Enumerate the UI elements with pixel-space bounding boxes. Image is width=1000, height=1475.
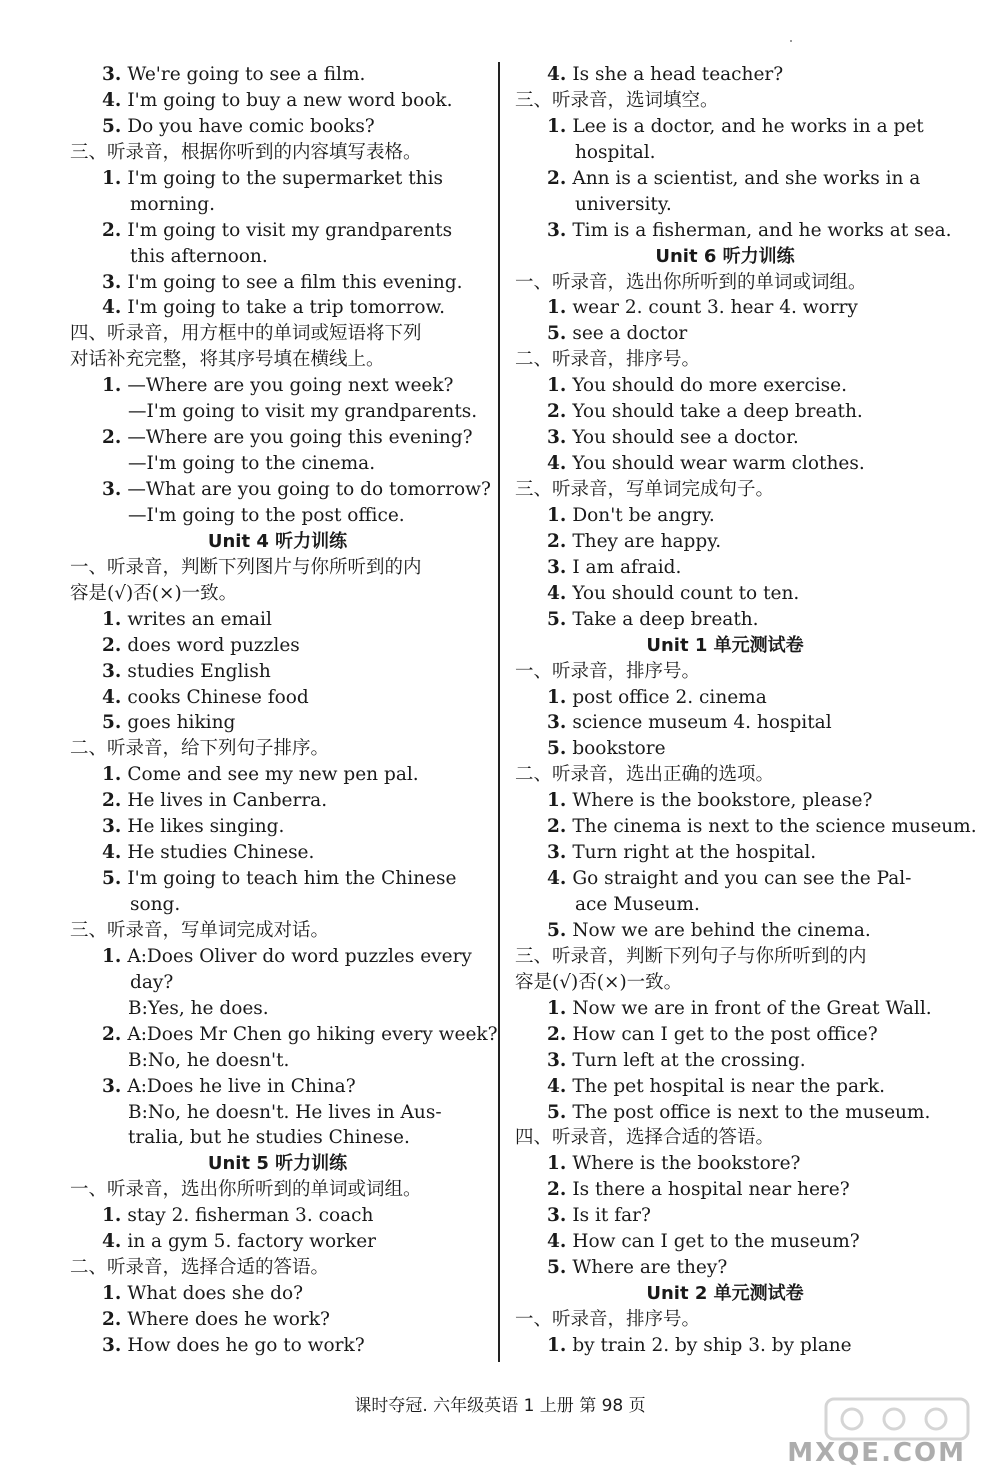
scan-speck	[790, 40, 792, 42]
line-text: Unit 5 听力训练	[207, 1153, 348, 1175]
item-number: 3.	[547, 219, 567, 241]
line-text: university.	[575, 193, 672, 215]
item-number: 2.	[547, 530, 567, 552]
answer-line	[70, 373, 485, 399]
answer-line	[70, 166, 485, 192]
item-number: 4.	[102, 842, 122, 864]
line-text: Tim is a fisherman, and he works at sea.	[572, 219, 952, 241]
line-text: —I'm going to the cinema.	[128, 453, 376, 475]
line-text: wear 2. count 3. hear 4. worry	[572, 297, 858, 319]
line-text: —I'm going to visit my grandparents.	[128, 401, 478, 423]
unit-heading	[70, 1151, 485, 1177]
item-number: 2.	[102, 790, 122, 812]
line-text: He studies Chinese.	[127, 842, 315, 864]
item-number: 1.	[102, 375, 122, 397]
line-text: 二、听录音，选择合适的答语。	[70, 1257, 330, 1279]
line-text: The post office is next to the museum.	[572, 1101, 931, 1123]
answer-line	[70, 270, 485, 296]
item-number: 2.	[547, 1179, 567, 1201]
unit-heading	[515, 633, 935, 659]
answer-line	[515, 581, 935, 607]
item-number: 1.	[547, 297, 567, 319]
answer-line	[515, 840, 935, 866]
answer-line	[70, 788, 485, 814]
line-text: day?	[130, 971, 174, 993]
line-text: We're going to see a film.	[127, 64, 366, 85]
line-text: You should do more exercise.	[572, 375, 847, 397]
answer-line	[70, 192, 485, 218]
item-number: 5.	[547, 1257, 567, 1279]
item-number: 1.	[102, 1205, 122, 1227]
item-number: 4.	[547, 868, 567, 890]
answer-line	[515, 166, 935, 192]
answer-line	[70, 710, 485, 736]
line-text: I'm going to the supermarket this	[127, 167, 444, 189]
left-column	[70, 62, 498, 1359]
line-text: Do you have comic books?	[127, 115, 375, 137]
item-number: 1.	[102, 608, 122, 630]
answer-line	[70, 944, 485, 970]
item-number: 3.	[547, 712, 567, 734]
section-instruction	[515, 88, 935, 114]
item-number: 4.	[102, 686, 122, 708]
section-instruction	[70, 918, 485, 944]
item-number: 1.	[102, 167, 122, 189]
item-number: 1.	[547, 115, 567, 137]
item-number: 5.	[547, 1101, 567, 1123]
answer-line	[515, 736, 935, 762]
item-number: 1.	[547, 997, 567, 1019]
line-text: 一、听录音，选出你所听到的单词或词组。	[515, 271, 867, 293]
item-number: 2.	[102, 219, 122, 241]
item-number: 2.	[547, 1023, 567, 1045]
line-text: 容是(√)否(×)一致。	[70, 582, 238, 604]
line-text: tralia, but he studies Chinese.	[128, 1127, 410, 1149]
line-text: morning.	[130, 193, 215, 215]
answer-line	[515, 555, 935, 581]
line-text: Turn right at the hospital.	[572, 842, 817, 864]
line-text: 四、听录音，选择合适的答语。	[515, 1127, 775, 1149]
answer-line	[515, 892, 935, 918]
item-number: 4.	[547, 453, 567, 475]
answer-line	[515, 295, 935, 321]
item-number: 1.	[102, 764, 122, 786]
answer-line	[70, 503, 485, 529]
answer-line	[515, 140, 935, 166]
item-number: 2.	[547, 816, 567, 838]
item-number: 3.	[102, 660, 122, 682]
line-text: The pet hospital is near the park.	[572, 1075, 885, 1097]
answer-line	[515, 451, 935, 477]
answer-line	[515, 1022, 935, 1048]
item-number: 4.	[102, 1231, 122, 1253]
line-text: see a doctor	[572, 323, 688, 345]
item-number: 2.	[102, 634, 122, 656]
answer-line	[515, 218, 952, 244]
line-text: How can I get to the post office?	[572, 1023, 878, 1045]
item-number: 5.	[102, 868, 122, 890]
line-text: stay 2. fisherman 3. coach	[127, 1205, 374, 1227]
answer-line	[70, 1281, 485, 1307]
section-instruction	[70, 1177, 485, 1203]
line-text: Unit 4 听力训练	[207, 530, 348, 552]
section-instruction	[70, 555, 485, 581]
answer-line	[70, 1203, 485, 1229]
right-column	[515, 62, 977, 1359]
line-text: Now we are in front of the Great Wall.	[572, 997, 932, 1019]
item-number: 5.	[547, 738, 567, 760]
answer-line	[70, 1022, 498, 1048]
answer-line	[70, 477, 491, 503]
line-text: Don't be angry.	[572, 504, 715, 526]
line-text: by train 2. by ship 3. by plane	[572, 1334, 852, 1356]
line-text: 一、听录音，选出你所听到的单词或词组。	[70, 1179, 422, 1201]
answer-line	[515, 814, 977, 840]
line-text: 三、听录音，写单词完成句子。	[515, 479, 775, 500]
line-text: studies English	[127, 660, 271, 682]
item-number: 3.	[102, 479, 122, 500]
section-instruction	[515, 762, 935, 788]
item-number: 4.	[102, 297, 122, 319]
item-number: 1.	[547, 686, 567, 708]
section-instruction	[515, 1307, 935, 1333]
answer-line	[70, 62, 485, 88]
line-text: this afternoon.	[130, 245, 268, 267]
line-text: B:No, he doesn't. He lives in Aus-	[128, 1101, 442, 1123]
line-text: Take a deep breath.	[572, 608, 759, 630]
line-text: ace Museum.	[575, 894, 700, 915]
line-text: —Where are you going next week?	[127, 375, 454, 397]
line-text: You should wear warm clothes.	[572, 453, 865, 475]
answer-line	[70, 685, 485, 711]
line-text: Is it far?	[572, 1205, 651, 1227]
line-text: —Where are you going this evening?	[127, 427, 473, 449]
line-text: —What are you going to do tomorrow?	[127, 479, 491, 500]
column-divider	[498, 62, 500, 1362]
item-number: 5.	[102, 115, 122, 137]
item-number: 1.	[547, 1153, 567, 1175]
answer-line	[70, 114, 485, 140]
line-text: I'm going to take a trip tomorrow.	[127, 297, 446, 319]
section-instruction	[70, 140, 485, 166]
section-instruction	[70, 581, 485, 607]
line-text: 三、听录音，写单词完成对话。	[70, 919, 330, 941]
item-number: 3.	[102, 64, 122, 85]
answer-line	[70, 840, 485, 866]
answer-line	[70, 1100, 485, 1126]
item-number: 3.	[547, 842, 567, 864]
line-text: I'm going to buy a new word book.	[127, 89, 453, 111]
answer-line	[515, 710, 935, 736]
item-number: 3.	[102, 1334, 122, 1356]
line-text: writes an email	[127, 608, 272, 630]
answer-line	[70, 244, 485, 270]
section-instruction	[70, 1255, 485, 1281]
line-text: Turn left at the crossing.	[572, 1049, 806, 1071]
line-text: 一、听录音，排序号。	[515, 1309, 701, 1330]
line-text: Where is the bookstore, please?	[572, 790, 873, 812]
item-number: 4.	[547, 64, 567, 85]
answer-line	[70, 425, 485, 451]
line-text: 二、听录音，给下列句子排序。	[70, 738, 330, 760]
item-number: 5.	[547, 608, 567, 630]
item-number: 4.	[547, 1231, 567, 1253]
item-number: 4.	[547, 1075, 567, 1097]
answer-line	[70, 1125, 485, 1151]
answer-line	[70, 607, 485, 633]
line-text: Go straight and you can see the Pal-	[572, 868, 912, 890]
answer-line	[70, 88, 485, 114]
line-text: 容是(√)否(×)一致。	[515, 971, 683, 993]
answer-line	[515, 1048, 935, 1074]
item-number: 1.	[102, 1283, 122, 1305]
answer-line	[70, 451, 485, 477]
item-number: 3.	[547, 427, 567, 449]
page-footer: 课时夺冠. 六年级英语 1 上册 第 98 页	[354, 1396, 646, 1416]
line-text: I am afraid.	[572, 556, 682, 578]
line-text: 三、听录音，判断下列句子与你所听到的内	[515, 945, 867, 967]
answer-line	[70, 866, 485, 892]
line-text: song.	[130, 894, 181, 915]
answer-line	[70, 762, 485, 788]
answer-line	[70, 1229, 485, 1255]
answer-line	[70, 970, 485, 996]
unit-heading	[515, 244, 935, 270]
answer-line	[515, 114, 935, 140]
item-number: 5.	[102, 712, 122, 734]
line-text: 一、听录音，排序号。	[515, 660, 701, 682]
line-text: B:No, he doesn't.	[128, 1049, 290, 1071]
section-instruction	[515, 347, 935, 373]
line-text: How does he go to work?	[127, 1334, 365, 1356]
answer-line	[70, 659, 485, 685]
line-text: How can I get to the museum?	[572, 1231, 860, 1253]
answer-line	[515, 373, 935, 399]
answer-line	[515, 1333, 935, 1359]
line-text: goes hiking	[127, 712, 236, 734]
line-text: Now we are behind the cinema.	[572, 919, 871, 941]
answer-line	[515, 918, 935, 944]
section-instruction	[515, 1125, 935, 1151]
section-instruction	[70, 321, 485, 347]
item-number: 5.	[547, 323, 567, 345]
line-text: Is there a hospital near here?	[572, 1179, 850, 1201]
line-text: I'm going to teach him the Chinese	[127, 868, 457, 890]
line-text: He lives in Canberra.	[127, 790, 328, 812]
line-text: You should take a deep breath.	[572, 401, 863, 423]
answer-line	[515, 788, 935, 814]
answer-line	[515, 1074, 935, 1100]
answer-line	[515, 996, 935, 1022]
answer-line	[515, 1203, 935, 1229]
line-text: 一、听录音，判断下列图片与你所听到的内	[70, 556, 422, 578]
answer-line	[515, 1255, 935, 1281]
line-text: I'm going to visit my grandparents	[127, 219, 453, 241]
item-number: 3.	[547, 556, 567, 578]
answer-line	[70, 1074, 485, 1100]
answer-line	[70, 218, 485, 244]
item-number: 2.	[102, 427, 122, 449]
line-text: does word puzzles	[127, 634, 300, 656]
line-text: You should see a doctor.	[572, 427, 799, 449]
section-instruction	[515, 970, 935, 996]
item-number: 1.	[547, 504, 567, 526]
unit-heading	[515, 1281, 935, 1307]
section-instruction	[70, 736, 485, 762]
line-text: He likes singing.	[127, 816, 285, 838]
line-text: A:Does he live in China?	[127, 1075, 356, 1097]
line-text: What does she do?	[127, 1283, 304, 1305]
item-number: 1.	[547, 790, 567, 812]
item-number: 4.	[547, 582, 567, 604]
line-text: post office 2. cinema	[572, 686, 767, 708]
line-text: 对话补充完整，将其序号填在横线上。	[70, 349, 385, 371]
item-number: 3.	[102, 271, 122, 293]
answer-line	[515, 1177, 935, 1203]
answer-line	[515, 607, 935, 633]
item-number: 2.	[547, 167, 567, 189]
line-text: Come and see my new pen pal.	[127, 764, 419, 786]
item-number: 3.	[547, 1049, 567, 1071]
line-text: A:Does Oliver do word puzzles every	[127, 945, 472, 967]
line-text: Is she a head teacher?	[572, 64, 784, 85]
item-number: 5.	[547, 919, 567, 941]
item-number: 2.	[547, 401, 567, 423]
answer-line	[515, 192, 935, 218]
section-instruction	[515, 944, 935, 970]
item-number: 4.	[102, 89, 122, 111]
answer-line	[515, 866, 935, 892]
item-number: 3.	[102, 816, 122, 838]
line-text: Lee is a doctor, and he works in a pet	[572, 115, 924, 137]
line-text: 三、听录音，选词填空。	[515, 89, 719, 111]
line-text: Unit 6 听力训练	[655, 245, 795, 267]
item-number: 1.	[102, 945, 122, 967]
line-text: science museum 4. hospital	[572, 712, 832, 734]
item-number: 2.	[102, 1023, 122, 1045]
answer-line	[70, 399, 485, 425]
line-text: Where are they?	[572, 1257, 728, 1279]
line-text: 二、听录音，选出正确的选项。	[515, 764, 775, 786]
line-text: They are happy.	[572, 530, 722, 552]
line-text: Where does he work?	[127, 1309, 330, 1330]
answer-line	[70, 633, 485, 659]
answer-line	[515, 62, 935, 88]
answer-line	[70, 1048, 485, 1074]
line-text: 三、听录音，根据你听到的内容填写表格。	[70, 141, 422, 163]
unit-heading	[70, 529, 485, 555]
answer-line	[515, 399, 935, 425]
answer-line	[515, 503, 935, 529]
line-text: A:Does Mr Chen go hiking every week?	[127, 1023, 498, 1045]
line-text: bookstore	[572, 738, 666, 760]
line-text: Unit 2 单元测试卷	[646, 1283, 804, 1305]
section-instruction	[515, 659, 935, 685]
answer-line	[70, 1307, 485, 1333]
line-text: Ann is a scientist, and she works in a	[572, 167, 921, 189]
line-text: 二、听录音，排序号。	[515, 349, 701, 371]
item-number: 2.	[102, 1309, 122, 1330]
answer-line	[70, 1333, 485, 1359]
line-text: cooks Chinese food	[127, 686, 309, 708]
watermark-text: MXQE.COM	[787, 1438, 966, 1468]
answer-line	[515, 685, 935, 711]
section-instruction	[515, 477, 935, 503]
answer-line	[515, 425, 935, 451]
item-number: 1.	[547, 375, 567, 397]
answer-line	[70, 814, 485, 840]
line-text: The cinema is next to the science museum.	[572, 816, 977, 838]
item-number: 3.	[547, 1205, 567, 1227]
line-text: Unit 1 单元测试卷	[646, 634, 804, 656]
line-text: —I'm going to the post office.	[128, 504, 405, 526]
section-instruction	[70, 347, 485, 373]
line-text: I'm going to see a film this evening.	[127, 271, 463, 293]
line-text: B:Yes, he does.	[128, 997, 269, 1019]
answer-line	[515, 321, 935, 347]
answer-line	[515, 529, 935, 555]
answer-line	[70, 295, 485, 321]
answer-line	[515, 1100, 935, 1126]
line-text: You should count to ten.	[572, 582, 800, 604]
section-instruction	[515, 270, 935, 296]
item-number: 3.	[102, 1075, 122, 1097]
line-text: 四、听录音，用方框中的单词或短语将下列	[70, 323, 422, 345]
line-text: in a gym 5. factory worker	[127, 1231, 377, 1253]
line-text: hospital.	[575, 141, 656, 163]
answer-line	[70, 892, 485, 918]
line-text: Where is the bookstore?	[572, 1153, 801, 1175]
answer-line	[515, 1151, 935, 1177]
item-number: 1.	[547, 1334, 567, 1356]
answer-line	[515, 1229, 935, 1255]
answer-line	[70, 996, 485, 1022]
